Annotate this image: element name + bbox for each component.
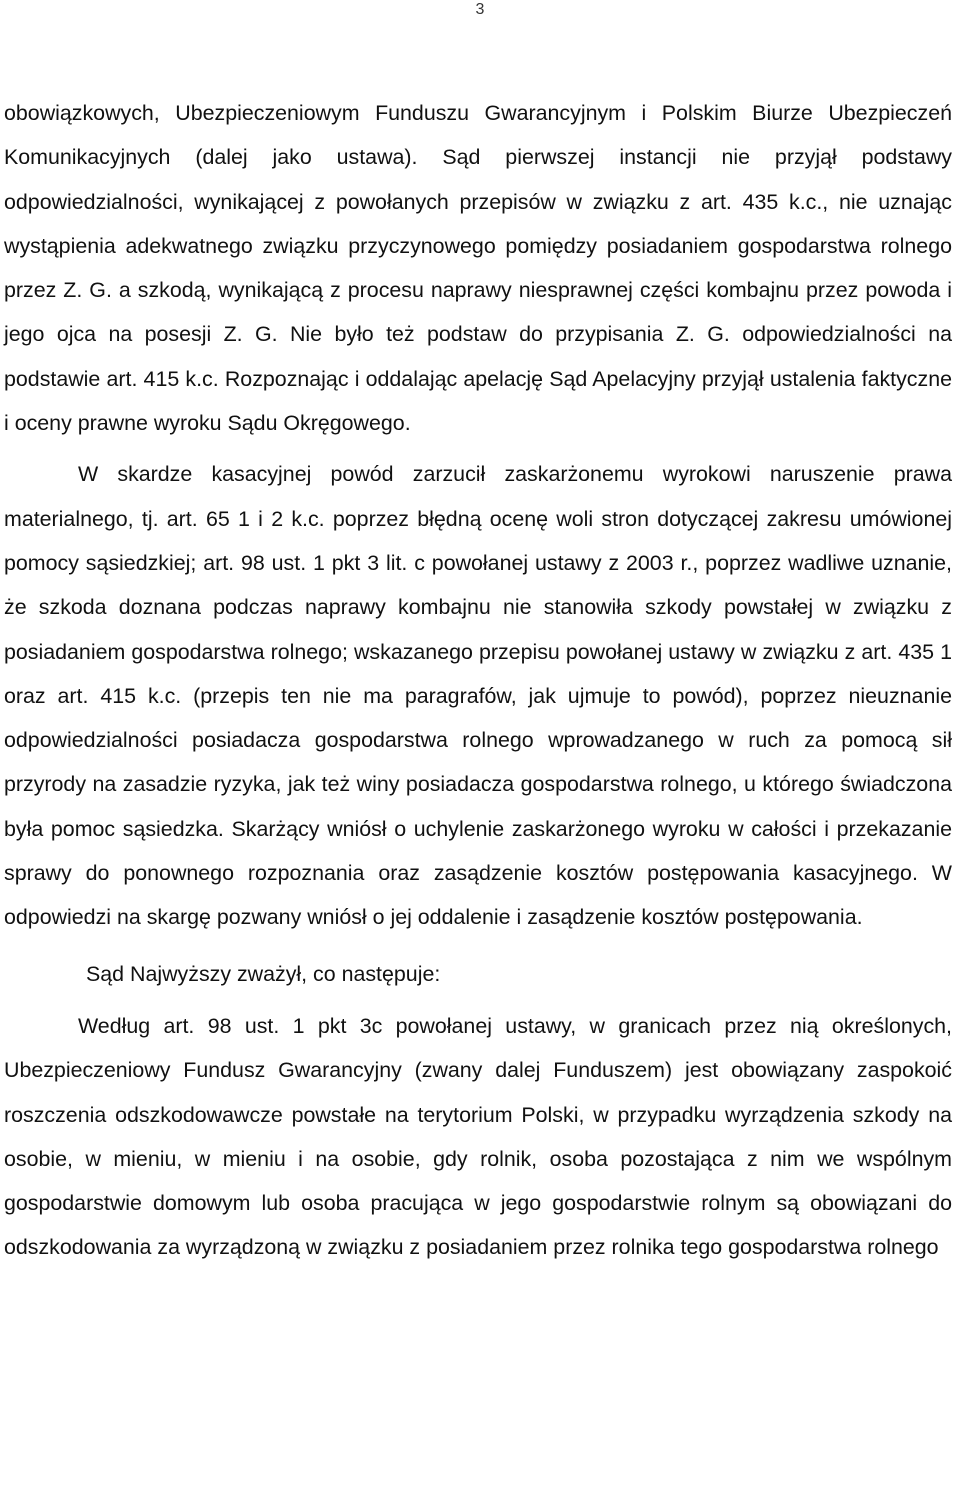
section-heading: Sąd Najwyższy zważył, co następuje:: [86, 961, 441, 986]
paragraph-intro: obowiązkowych, Ubezpieczeniowym Funduszu Gwarancyjnym i Polskim Biurze Ubezpieczeń Komunikacyjnych (dalej jako ustawa). Sąd pierwszej instancji nie przyjął podstawy odpowiedzialności, wynikającej z powołanych przepisów w związku z art. 435 k.c., nie uznając wystąpienia adekwatnego związku przyczynowego pomiędzy posiadaniem gospodarstwa rolnego przez Z. G. a szkodą, wynikającą z procesu naprawy niesprawnej części kombajnu przez powoda i jego ojca na posesji Z. G. Nie było też podstaw do przypisania Z. G. odpowiedzialności na podstawie art. 415 k.c. Rozpoznając i oddalając apelację Sąd Apelacyjny przyjął ustalenia faktyczne i oceny prawne wyroku Sądu Okręgowego.: [4, 101, 952, 436]
paragraph-cassation-appeal: W skardze kasacyjnej powód zarzucił zaskarżonemu wyrokowi naruszenie prawa materialnego, tj. art. 65 1 i 2 k.c. poprzez błędną ocenę woli stron dotyczącej zakresu umówionej pomocy sąsiedzkiej; art. 98 ust. 1 pkt 3 lit. c powołanej ustawy z 2003 r., poprzez wadliwe uznanie, że szkoda doznana podczas naprawy kombajnu nie stanowiła szkody powstałej w związku z posiadaniem gospodarstwa rolnego; wskazanego przepisu powołanej ustawy w związku z art. 435 1 oraz art. 415 k.c. (przepis ten nie ma paragrafów, jak ujmuje to powód), poprzez nieuznanie odpowiedzialności posiadacza gospodarstwa rolnego wprowadzanego w ruch za pomocą sił przyrody na zasadzie ryzyka, jak też winy posiadacza gospodarstwa rolnego, u którego świadczona była pomoc sąsiedzka. Skarżący wniósł o uchylenie zaskarżonego wyroku w całości i przekazanie sprawy do ponownego rozpoznania oraz zasądzenie kosztów postępowania kasacyjnego. W odpowiedzi na skargę pozwany wniósł o jej oddalenie i zasądzenie kosztów postępowania.: [4, 462, 952, 930]
paragraph-reasoning: Według art. 98 ust. 1 pkt 3c powołanej ustawy, w granicach przez nią określonych, Ubezpieczeniowy Fundusz Gwarancyjny (zwany dalej Funduszem) jest obowiązany zaspokoić roszczenia odszkodowawcze powstałe na terytorium Polski, w przypadku wyrządzenia szkody na osobie, w mieniu, w mieniu i na osobie, gdy rolnik, osoba pozostająca z nim we wspólnym gospodarstwie domowym lub osoba pracująca w jego gospodarstwie rolnym są obowiązani do odszkodowania za wyrządzoną w związku z posiadaniem przez rolnika tego gospodarstwa rolnego: [4, 1013, 952, 1260]
page-number: 3: [475, 1, 485, 18]
document-body: [4, 91, 952, 1270]
